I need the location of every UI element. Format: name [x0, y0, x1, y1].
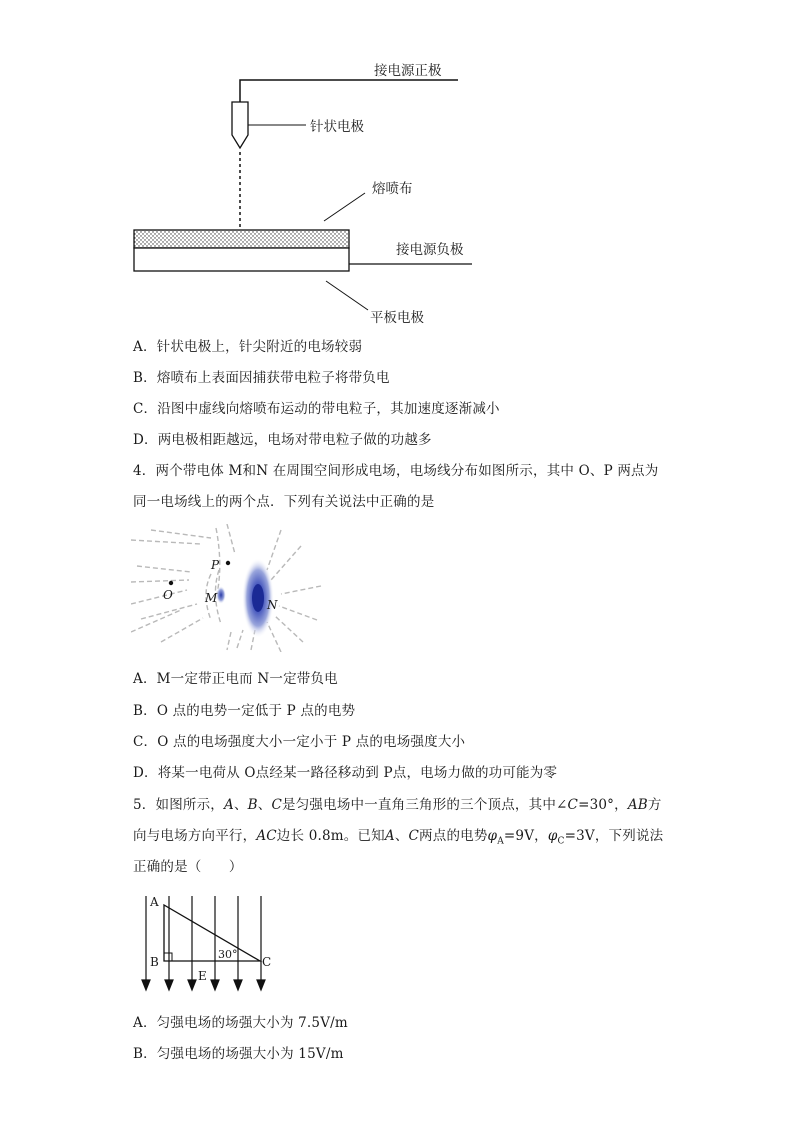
q4-option-b: B．O 点的电势一定低于 P 点的电势 — [133, 703, 356, 719]
vertex-c-label: C — [262, 955, 272, 969]
q4-stem-line2: 同一电场线上的两个点．下列有关说法中正确的是 — [133, 494, 435, 510]
vertex-a-label: A — [150, 895, 159, 909]
label-positive-terminal: 接电源正极 — [374, 63, 442, 79]
q3-option-c: C．沿图中虚线向熔喷布运动的带电粒子，其加速度逐渐减小 — [133, 401, 500, 417]
right-triangle-abc — [164, 905, 260, 961]
q4-stem-line1: 4．两个带电体 M和N 在周围空间形成电场，电场线分布如图所示，其中 O、P 两点为 — [133, 463, 659, 479]
positive-lead-wire — [240, 80, 458, 102]
field-lines-figure — [131, 524, 323, 652]
electrode-diagram — [120, 55, 500, 335]
charge-m-glow — [216, 586, 226, 604]
q3-option-b: B．熔喷布上表面因捕获带电粒子将带负电 — [133, 370, 390, 386]
q5-stem-line1: 5．如图所示，A、B、C是匀强电场中一直角三角形的三个顶点，其中∠C=30°，AB方 — [133, 797, 662, 813]
q5-stem-line3: 正确的是（ ） — [133, 859, 243, 875]
triangle-field-figure — [138, 890, 284, 996]
q4-option-a: A．M一定带正电而 N一定带负电 — [133, 671, 338, 687]
q4-option-c: C．O 点的电场强度大小一定小于 P 点的电场强度大小 — [133, 734, 466, 750]
meltblown-fabric — [134, 230, 349, 248]
q4-option-d: D．将某一电荷从 O点经某一路径移动到 P点，电场力做的功可能为零 — [133, 765, 558, 781]
label-p: P — [211, 558, 220, 572]
needle-electrode — [232, 102, 248, 148]
label-n: N — [267, 598, 278, 612]
label-needle-electrode: 针状电极 — [310, 119, 364, 135]
q3-option-a: A．针状电极上，针尖附近的电场较弱 — [133, 339, 363, 355]
point-o — [169, 581, 173, 585]
label-meltblown-fabric: 熔喷布 — [372, 181, 413, 197]
label-negative-terminal: 接电源负极 — [396, 242, 464, 258]
q5-stem-line2: 向与电场方向平行，AC边长 0.8m。已知A、C两点的电势$\varphi_A=9V$，$\varphi_C=3V$，下列说法 — [133, 828, 664, 847]
angle-label: 30° — [218, 948, 238, 961]
point-p — [226, 561, 230, 565]
q5-option-a: A．匀强电场的场强大小为 7.5V/m — [133, 1015, 348, 1031]
label-m: M — [205, 591, 218, 605]
plate-electrode — [134, 248, 349, 271]
label-o: O — [163, 588, 173, 602]
field-e-label: E — [198, 969, 207, 983]
q5-option-b: B．匀强电场的场强大小为 15V/m — [133, 1046, 344, 1062]
vertex-b-label: B — [150, 955, 159, 969]
q3-option-d: D．两电极相距越远，电场对带电粒子做的功越多 — [133, 432, 432, 448]
label-plate-electrode: 平板电极 — [370, 310, 424, 326]
